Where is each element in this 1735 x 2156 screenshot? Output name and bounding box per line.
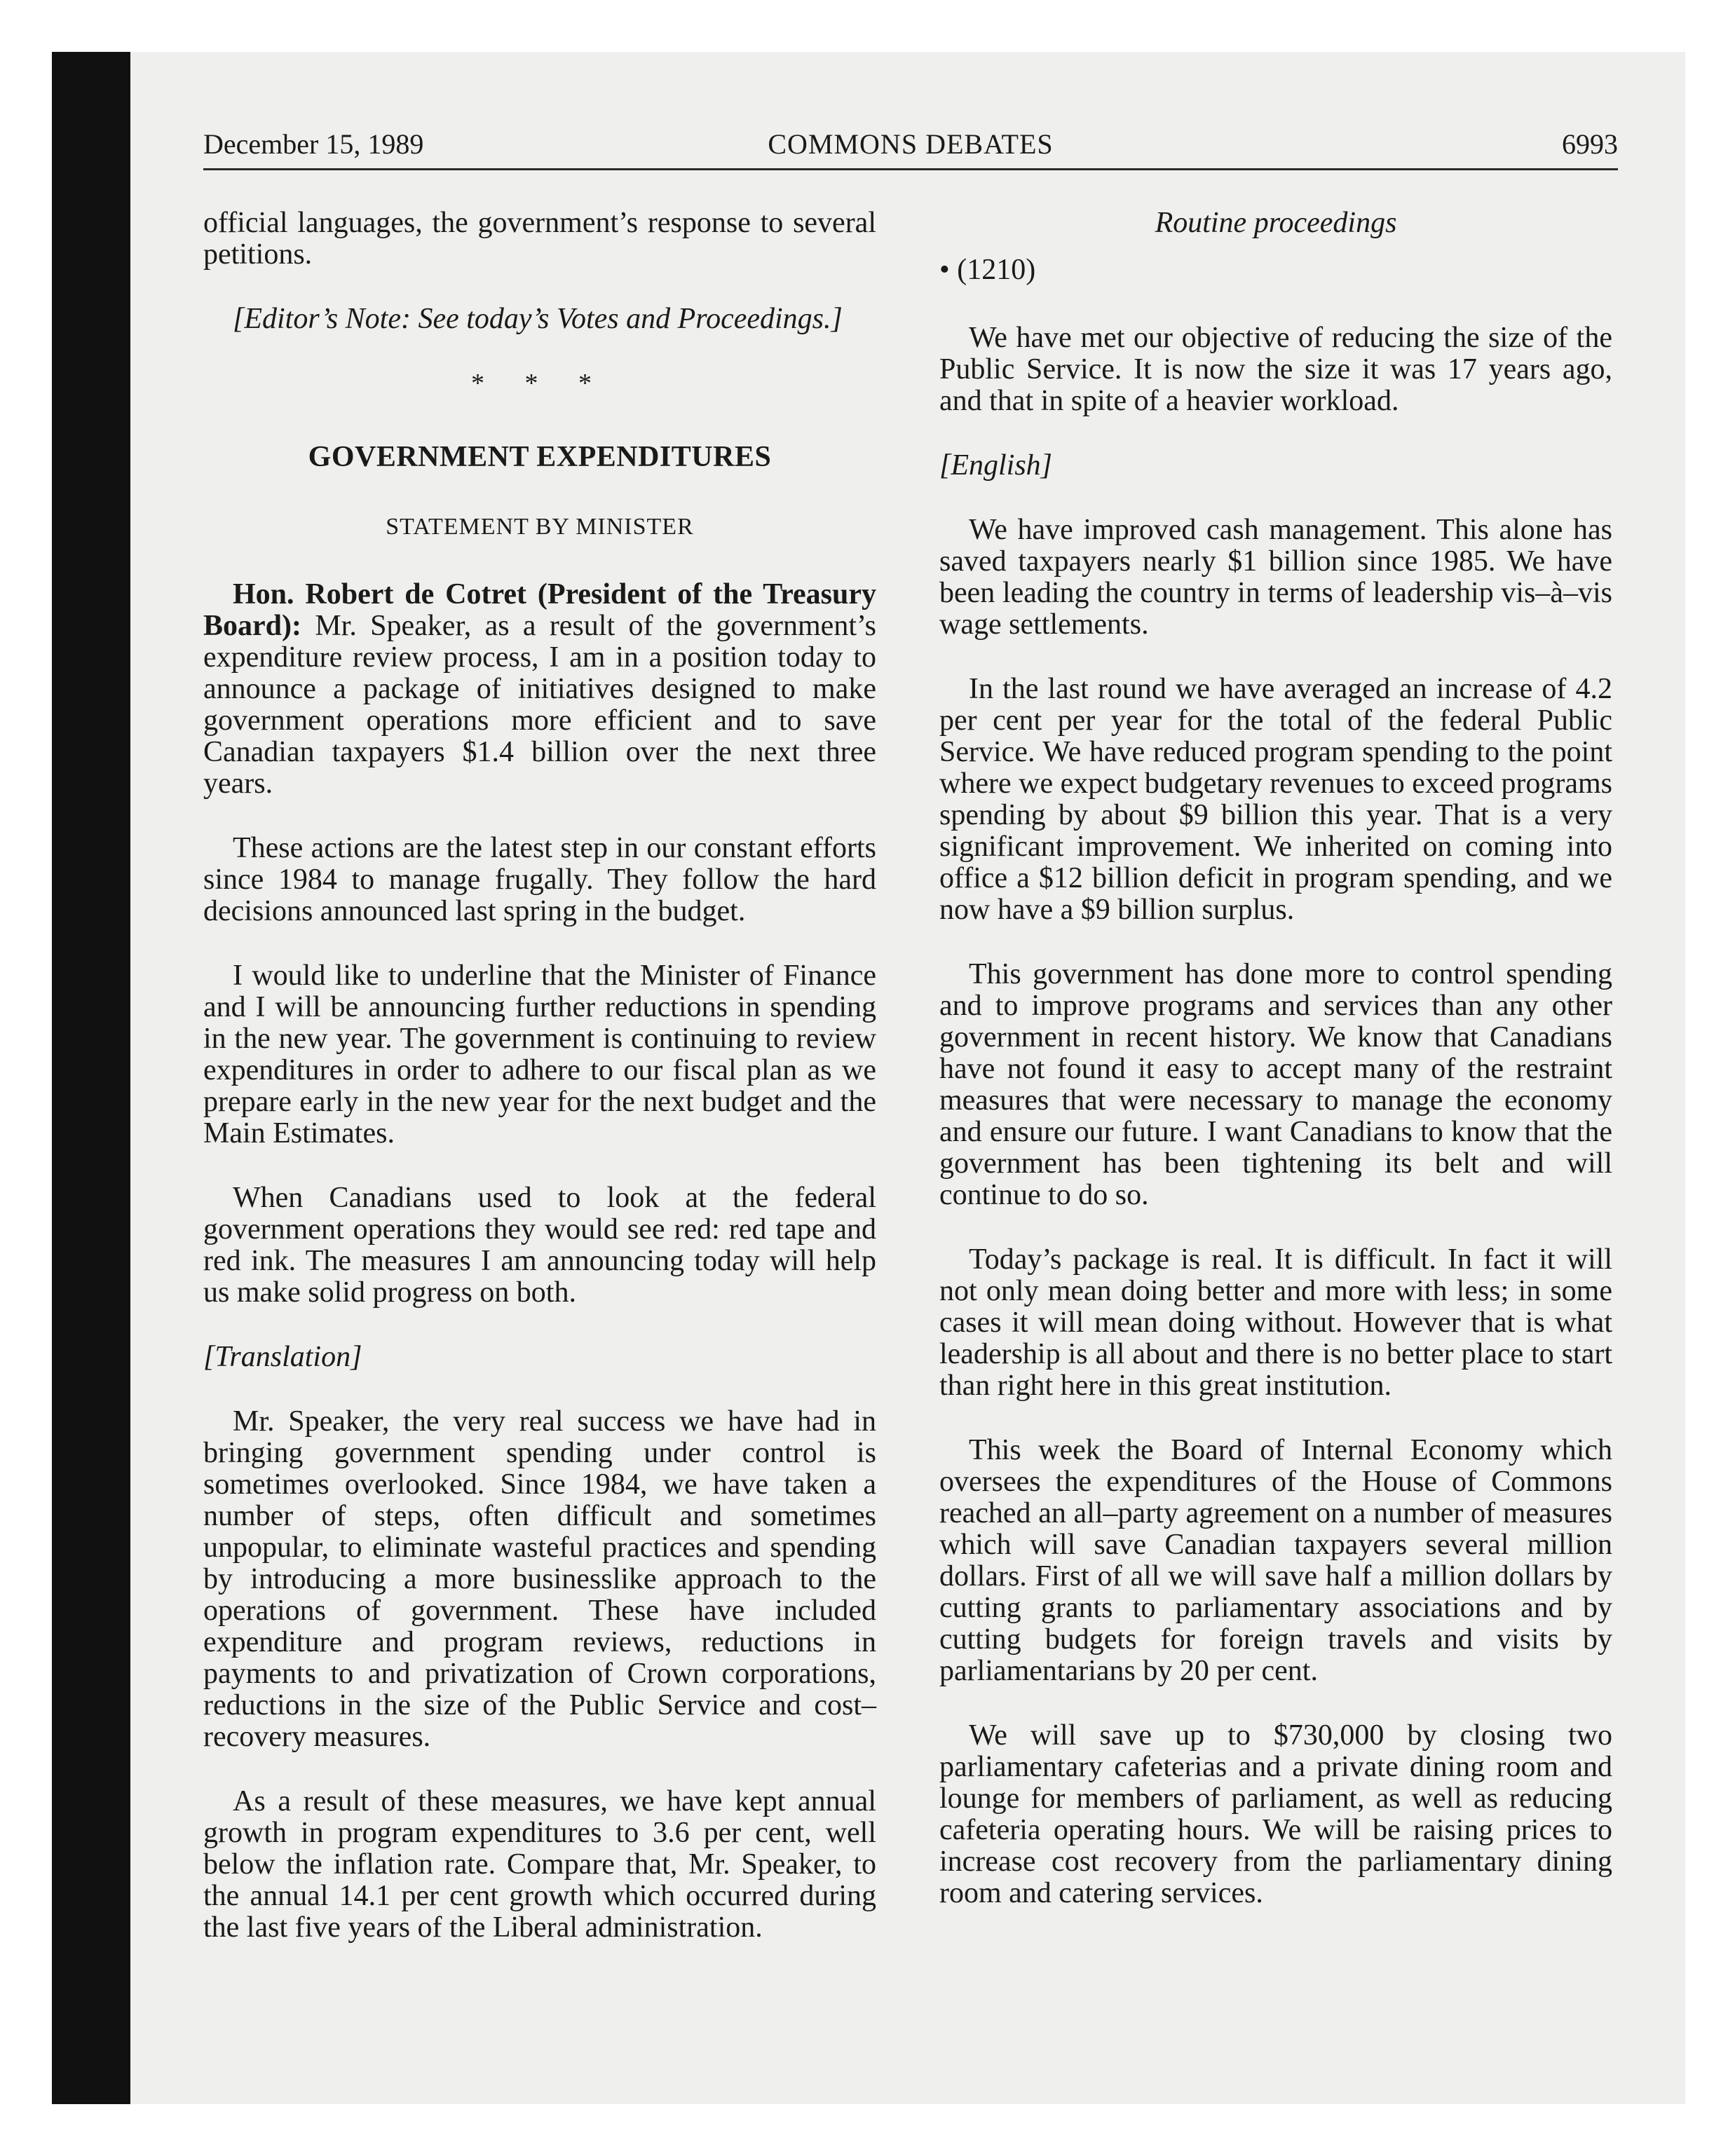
speaker-name: Hon. Robert de Cotret (President of the Treasury Board): bbox=[203, 578, 876, 642]
translation-label-text: [Translation] bbox=[203, 1341, 362, 1373]
section-separator: * * * bbox=[471, 369, 608, 398]
editor-note-text: [Editor’s Note: See today’s Votes and Proceedings.] bbox=[233, 303, 843, 335]
speech-paragraph: These actions are the latest step in our constant efforts since 1984 to manage frugally. They follow the hard decisions announced last spring in the budget. bbox=[203, 832, 876, 927]
running-head: Routine proceedings bbox=[1155, 207, 1397, 239]
page-header bbox=[203, 123, 1618, 165]
speech-paragraph: We have met our objective of reducing the size of the Public Service. It is now the size it was 17 years ago, and that in spite of a heavier workload. bbox=[939, 322, 1612, 417]
header-rule bbox=[203, 168, 1618, 170]
page-number: 6993 bbox=[1562, 128, 1618, 160]
binding-shadow bbox=[52, 52, 130, 2104]
left-column bbox=[203, 207, 876, 1977]
section-heading: GOVERNMENT EXPENDITURES bbox=[308, 441, 772, 473]
speech-paragraph: This government has done more to control spending and to improve programs and services than any other government in recent history. We know that Canadians have not found it easy to accept many of the restraint measures that were necessary to manage the economy and ensure our future. I want Canadians to know that the government has been tightening its belt and will continue to do so. bbox=[939, 958, 1612, 1211]
speech-paragraph: We will save up to $730,000 by closing two parliamentary cafeterias and a private dining room and lounge for members of parliament, as well as reducing cafeteria operating hours. We will be raising prices to increase cost recovery from the parliamentary dining room and catering services. bbox=[939, 1719, 1612, 1909]
right-column bbox=[939, 207, 1612, 1909]
translation-label bbox=[203, 1342, 876, 1373]
english-label bbox=[939, 450, 1612, 482]
speech-paragraph: As a result of these measures, we have kept annual growth in program expenditures to 3.6 per cent, well below the inflation rate. Compare that, Mr. Speaker, to the annual 14.1 per cent growth which occurred during the last five years of the Liberal administration. bbox=[203, 1785, 876, 1944]
english-label-text: [English] bbox=[939, 449, 1053, 482]
speech-paragraph: In the last round we have averaged an increase of 4.2 per cent per year for the total of the federal Public Service. We have reduced program spending to the point where we expect budgetary revenues to exceed programs spending by about $9 billion this year. That is a very significant improvement. We inherited on coming into office a $12 billion deficit in program spending, and we now have a $9 billion surplus. bbox=[939, 673, 1612, 926]
timecode: • (1210) bbox=[939, 254, 1036, 286]
continuation-paragraph: official languages, the government’s response to several petitions. bbox=[203, 207, 876, 271]
section-subheading: STATEMENT BY MINISTER bbox=[386, 514, 694, 540]
header-title: COMMONS DEBATES bbox=[768, 128, 1054, 160]
speech-paragraph bbox=[203, 579, 876, 800]
speech-paragraph: We have improved cash management. This alone has saved taxpayers nearly $1 billion since 1985. We have been leading the country in terms of leadership vis–à–vis wage settlements. bbox=[939, 514, 1612, 641]
speech-paragraph: When Canadians used to look at the federal government operations they would see red: red tape and red ink. The measures I am announcing today will help us make solid progress on both. bbox=[203, 1182, 876, 1309]
header-date: December 15, 1989 bbox=[203, 128, 424, 160]
editor-note bbox=[203, 303, 876, 335]
speech-paragraph: Mr. Speaker, the very real success we have had in bringing government spending under control is sometimes overlooked. Since 1984, we have taken a number of steps, often difficult and sometimes unpopular, to eliminate wasteful practices and spending by introducing a more businesslike approach to the operations of government. These have included expenditure and program reviews, reductions in payments to and privatization of Crown corporations, reductions in the size of the Public Service and cost–recovery measures. bbox=[203, 1405, 876, 1753]
speech-paragraph: I would like to underline that the Minister of Finance and I will be announcing further reductions in spending in the new year. The government is continuing to review expenditures in order to adhere to our fiscal plan as we prepare early in the new year for the next budget and the Main Estimates. bbox=[203, 960, 876, 1149]
speech-paragraph: This week the Board of Internal Economy which oversees the expenditures of the House of Commons reached an all–party agreement on a number of measures which will save Canadian taxpayers several million dollars. First of all we will save half a million dollars by cutting grants to parliamentary associations and by cutting budgets for foreign travels and visits by parliamentarians by 20 per cent. bbox=[939, 1434, 1612, 1687]
speech-paragraph: Today’s package is real. It is difficult. In fact it will not only mean doing better and more with less; in some cases it will mean doing without. However that is what leadership is all about and there is no better place to start than right here in this great institution. bbox=[939, 1243, 1612, 1402]
speech-text: Mr. Speaker, as a result of the government’s expenditure review process, I am in a position today to announce a package of initiatives designed to make government operations more efficient and to save Canadian taxpayers $1.4 billion over the next three years. bbox=[203, 610, 877, 800]
